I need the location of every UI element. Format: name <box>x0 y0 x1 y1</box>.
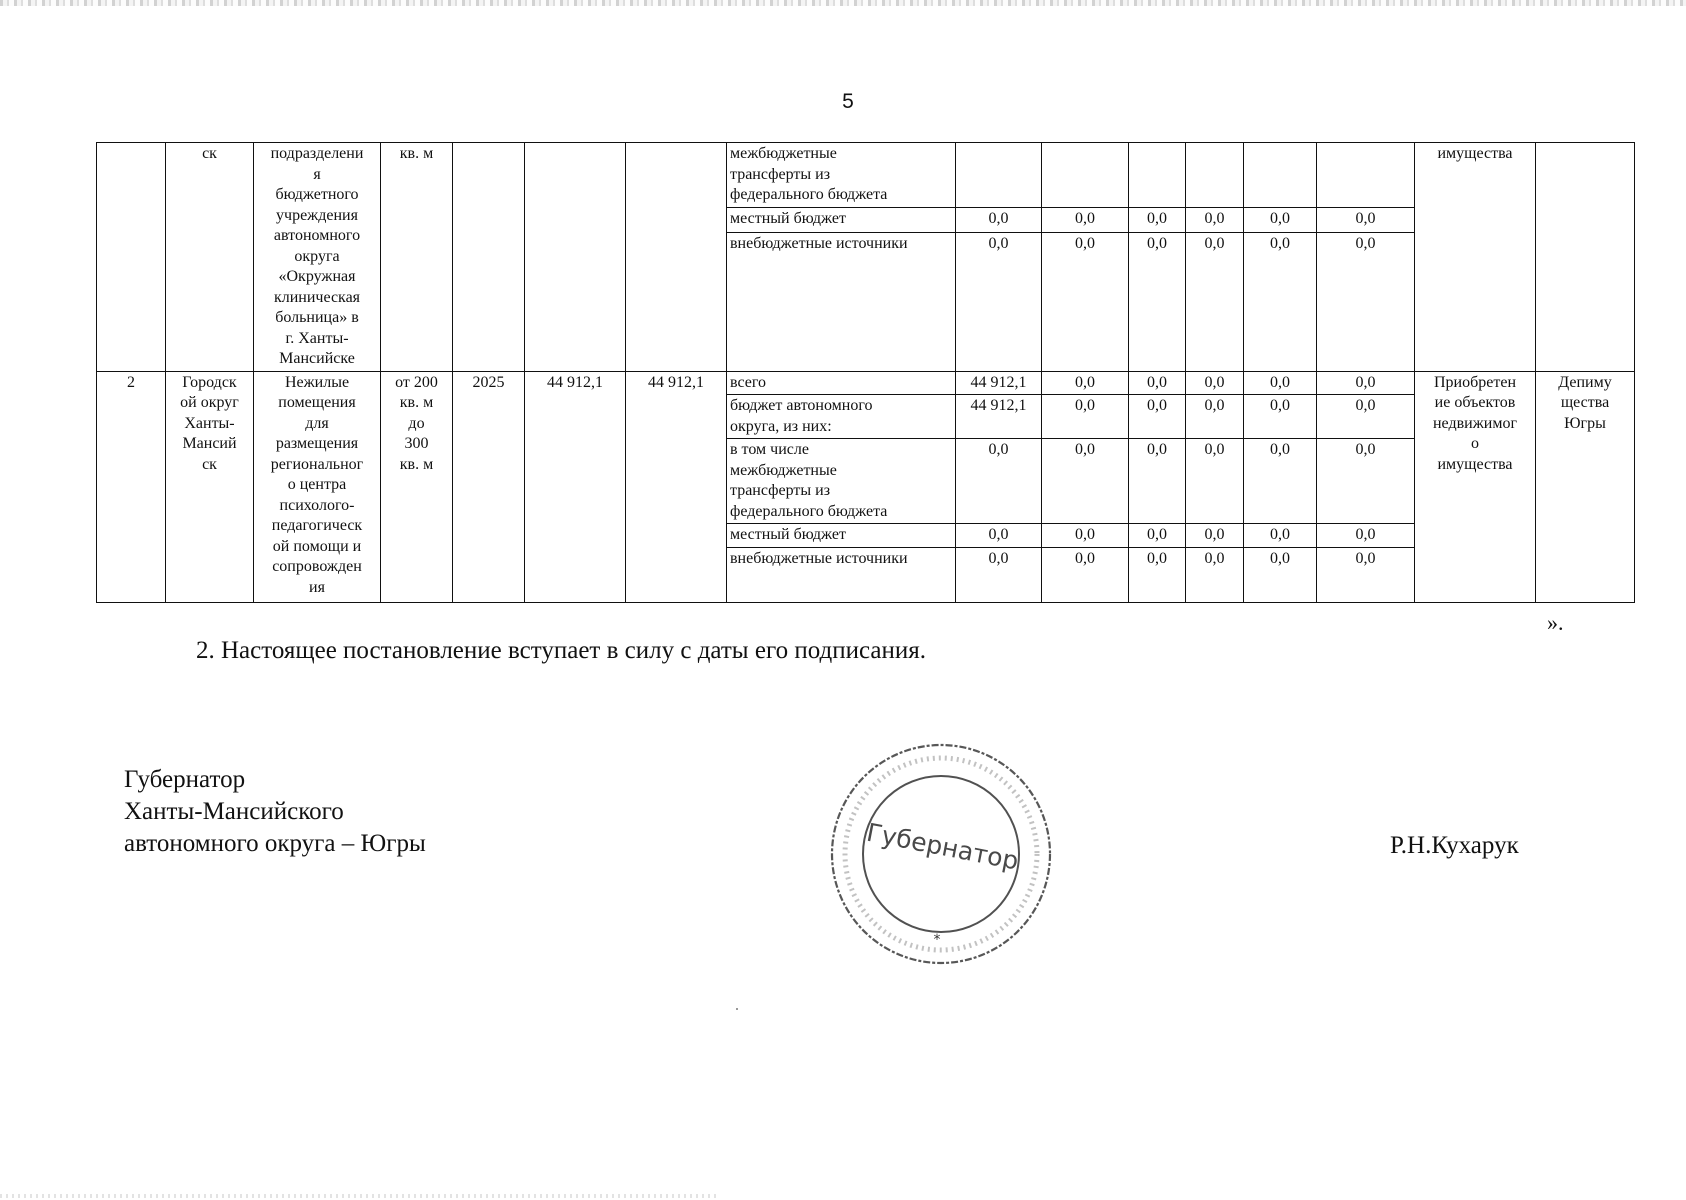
seal-label: Губернатор <box>864 817 1022 876</box>
funding-value: 0,0 <box>1042 371 1129 395</box>
scan-edge-bottom <box>0 1194 720 1198</box>
funding-value: 0,0 <box>956 208 1042 233</box>
table-cell-capacity: от 200 кв. м до 300 кв. м <box>381 371 453 602</box>
closing-quote: ». <box>1547 610 1564 635</box>
table-row-2 <box>97 371 1635 395</box>
funding-value: 0,0 <box>1129 232 1186 371</box>
page-number: 5 <box>842 90 854 113</box>
table-cell-responsible <box>1536 143 1635 372</box>
scan-speck <box>736 1008 738 1010</box>
funding-source-label: местный бюджет <box>727 524 956 548</box>
signer-title-line: автономного округа – Югры <box>124 830 426 857</box>
funding-value: 0,0 <box>1186 439 1244 524</box>
funding-source-label: местный бюджет <box>727 208 956 233</box>
funding-value <box>1317 143 1415 208</box>
table-cell-result: имущества <box>1415 143 1536 372</box>
funding-value: 0,0 <box>1129 524 1186 548</box>
funding-value: 44 912,1 <box>956 371 1042 395</box>
scan-edge-top <box>0 0 1686 6</box>
funding-value: 0,0 <box>1244 439 1317 524</box>
funding-value: 0,0 <box>1042 547 1129 602</box>
table-row-continuation <box>97 143 1635 208</box>
official-seal <box>825 738 1057 970</box>
funding-source-label: бюджет автономного округа, из них: <box>727 395 956 439</box>
table-cell-num <box>97 143 166 372</box>
table-cell-num: 2 <box>97 371 166 602</box>
funding-value <box>1042 143 1129 208</box>
funding-value: 0,0 <box>956 524 1042 548</box>
funding-source-label: межбюджетные трансферты из федерального бюджета <box>727 143 956 208</box>
table-cell-cost-remaining <box>626 143 727 372</box>
funding-value: 0,0 <box>1244 371 1317 395</box>
funding-value <box>1129 143 1186 208</box>
signer-name: Р.Н.Кухарук <box>1390 832 1519 859</box>
funding-value: 0,0 <box>1317 439 1415 524</box>
funding-value: 0,0 <box>1317 547 1415 602</box>
funding-value: 0,0 <box>1317 395 1415 439</box>
funding-source-label: внебюджетные источники <box>727 232 956 371</box>
svg-text:*: * <box>933 932 941 948</box>
clause-2: 2. Настоящее постановление вступает в силу с даты его подписания. <box>196 637 926 664</box>
signer-title-line: Губернатор <box>124 766 246 793</box>
funding-value: 0,0 <box>1317 208 1415 233</box>
table-cell-year: 2025 <box>453 371 525 602</box>
funding-value: 0,0 <box>1186 524 1244 548</box>
funding-value: 0,0 <box>1244 232 1317 371</box>
table-cell-object: подразделени я бюджетного учреждения автономного округа «Окружная клиническая больница» в г. Ханты- Мансийске <box>254 143 381 372</box>
signer-title <box>124 764 426 860</box>
funding-value: 0,0 <box>956 547 1042 602</box>
funding-value: 0,0 <box>1244 395 1317 439</box>
funding-value: 0,0 <box>1186 208 1244 233</box>
funding-value: 0,0 <box>1042 232 1129 371</box>
funding-source-label: всего <box>727 371 956 395</box>
table-cell-municipality: ск <box>166 143 254 372</box>
funding-value: 0,0 <box>1186 395 1244 439</box>
table-cell-capacity: кв. м <box>381 143 453 372</box>
funding-value: 0,0 <box>1317 524 1415 548</box>
funding-value: 44 912,1 <box>956 395 1042 439</box>
table-cell-result: Приобретен ие объектов недвижимог о имущества <box>1415 371 1536 602</box>
table-cell-object: Нежилые помещения для размещения региональног о центра психолого- педагогическ ой помощи и сопровожден ия <box>254 371 381 602</box>
table-cell-year <box>453 143 525 372</box>
funding-value: 0,0 <box>1042 208 1129 233</box>
table-cell-responsible: Депиму щества Югры <box>1536 371 1635 602</box>
funding-value: 0,0 <box>1042 395 1129 439</box>
funding-value <box>956 143 1042 208</box>
table-cell-municipality: Городск ой округ Ханты- Мансий ск <box>166 371 254 602</box>
table-cell-cost-total <box>525 143 626 372</box>
funding-value: 0,0 <box>956 439 1042 524</box>
funding-value: 0,0 <box>1129 371 1186 395</box>
funding-value: 0,0 <box>1129 208 1186 233</box>
funding-value: 0,0 <box>1129 439 1186 524</box>
funding-value: 0,0 <box>1042 524 1129 548</box>
table-cell-cost-total: 44 912,1 <box>525 371 626 602</box>
funding-value: 0,0 <box>1042 439 1129 524</box>
funding-value <box>1186 143 1244 208</box>
funding-value: 0,0 <box>1244 547 1317 602</box>
funding-value: 0,0 <box>1186 371 1244 395</box>
table-cell-cost-remaining: 44 912,1 <box>626 371 727 602</box>
funding-value <box>1244 143 1317 208</box>
funding-value: 0,0 <box>1317 371 1415 395</box>
funding-value: 0,0 <box>1129 395 1186 439</box>
funding-value: 0,0 <box>956 232 1042 371</box>
funding-value: 0,0 <box>1317 232 1415 371</box>
funding-value: 0,0 <box>1186 232 1244 371</box>
program-table <box>96 142 1635 603</box>
funding-source-label: внебюджетные источники <box>727 547 956 602</box>
funding-value: 0,0 <box>1244 208 1317 233</box>
funding-source-label: в том числе межбюджетные трансферты из федерального бюджета <box>727 439 956 524</box>
signer-title-line: Ханты-Мансийского <box>124 798 344 825</box>
funding-value: 0,0 <box>1186 547 1244 602</box>
funding-value: 0,0 <box>1129 547 1186 602</box>
funding-value: 0,0 <box>1244 524 1317 548</box>
